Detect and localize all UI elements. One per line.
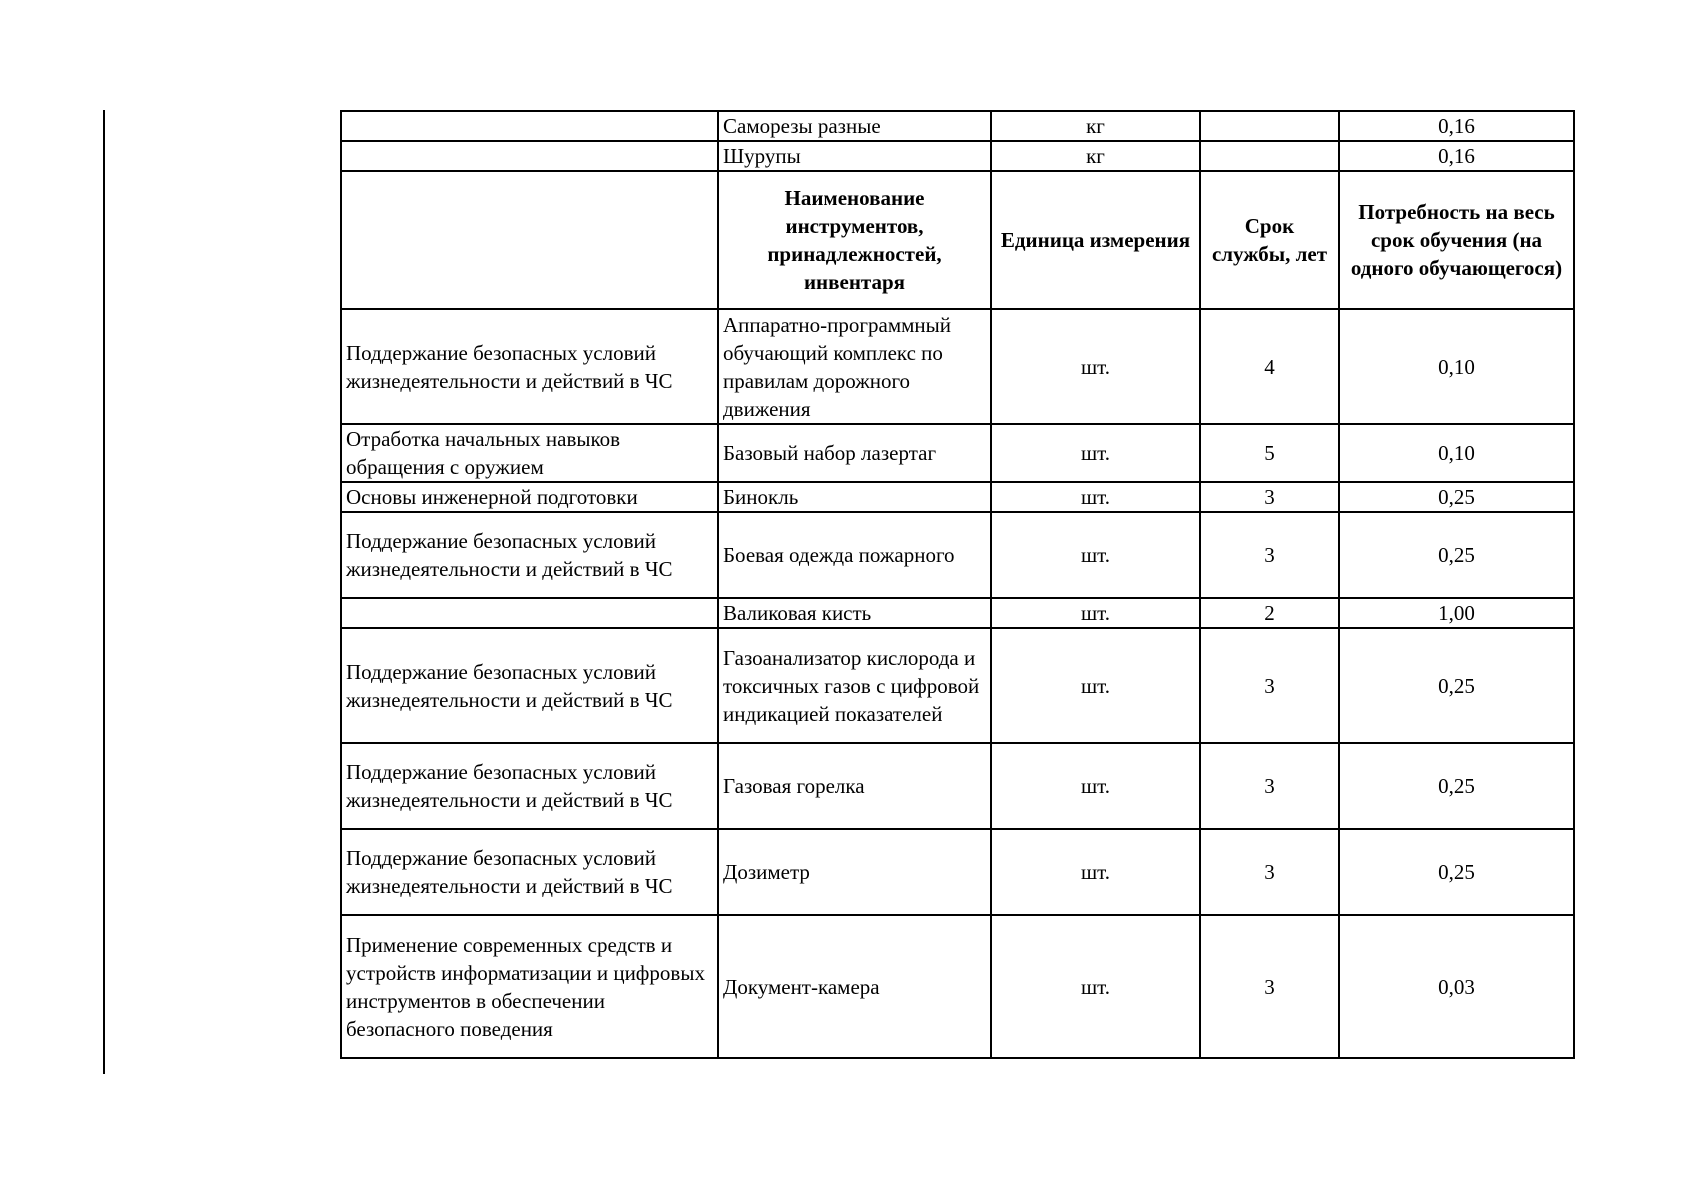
life-cell — [1200, 111, 1339, 141]
need-cell: 0,25 — [1339, 512, 1574, 598]
section-cell — [341, 111, 718, 141]
unit-cell: шт. — [991, 512, 1200, 598]
section-cell: Поддержание безопасных условий жизнедеятельности и действий в ЧС — [341, 743, 718, 829]
unit-cell: шт. — [991, 829, 1200, 915]
life-cell: 2 — [1200, 598, 1339, 628]
unit-cell: шт. — [991, 482, 1200, 512]
section-cell: Отработка начальных навыков обращения с оружием — [341, 424, 718, 482]
header-need: Потребность на весь срок обучения (на одного обучающегося) — [1339, 171, 1574, 309]
section-cell: Поддержание безопасных условий жизнедеятельности и действий в ЧС — [341, 829, 718, 915]
unit-cell: шт. — [991, 598, 1200, 628]
need-cell: 0,16 — [1339, 141, 1574, 171]
unit-cell: шт. — [991, 309, 1200, 424]
need-cell: 0,25 — [1339, 743, 1574, 829]
section-cell: Поддержание безопасных условий жизнедеятельности и действий в ЧС — [341, 512, 718, 598]
unit-cell: шт. — [991, 743, 1200, 829]
section-cell: Применение современных средств и устройств информатизации и цифровых инструментов в обеспечении безопасного поведения — [341, 915, 718, 1058]
need-cell: 0,25 — [1339, 628, 1574, 743]
table-row — [341, 915, 1574, 1058]
life-cell: 5 — [1200, 424, 1339, 482]
need-cell: 0,25 — [1339, 482, 1574, 512]
item-name-cell: Бинокль — [718, 482, 991, 512]
item-name-cell: Документ-камера — [718, 915, 991, 1058]
section-cell — [341, 141, 718, 171]
item-name-cell: Саморезы разные — [718, 111, 991, 141]
unit-cell: шт. — [991, 628, 1200, 743]
table-row — [341, 309, 1574, 424]
page-margin-rule — [103, 110, 105, 1074]
table-row — [341, 598, 1574, 628]
life-cell: 3 — [1200, 512, 1339, 598]
table-row — [341, 829, 1574, 915]
need-cell: 0,25 — [1339, 829, 1574, 915]
life-cell: 4 — [1200, 309, 1339, 424]
table-row — [341, 482, 1574, 512]
table-row — [341, 111, 1574, 141]
section-cell — [341, 598, 718, 628]
header-empty-cell — [341, 171, 718, 309]
item-name-cell: Аппаратно-программный обучающий комплекс по правилам дорожного движения — [718, 309, 991, 424]
section-cell: Основы инженерной подготовки — [341, 482, 718, 512]
item-name-cell: Шурупы — [718, 141, 991, 171]
equipment-table — [340, 110, 1575, 1059]
table-row — [341, 743, 1574, 829]
unit-cell: шт. — [991, 915, 1200, 1058]
need-cell: 0,16 — [1339, 111, 1574, 141]
unit-cell: кг — [991, 111, 1200, 141]
item-name-cell: Боевая одежда пожарного — [718, 512, 991, 598]
need-cell: 1,00 — [1339, 598, 1574, 628]
section-cell: Поддержание безопасных условий жизнедеятельности и действий в ЧС — [341, 628, 718, 743]
life-cell: 3 — [1200, 628, 1339, 743]
need-cell: 0,10 — [1339, 424, 1574, 482]
item-name-cell: Газоанализатор кислорода и токсичных газов с цифровой индикацией показателей — [718, 628, 991, 743]
section-cell: Поддержание безопасных условий жизнедеятельности и действий в ЧС — [341, 309, 718, 424]
item-name-cell: Валиковая кисть — [718, 598, 991, 628]
life-cell: 3 — [1200, 743, 1339, 829]
life-cell: 3 — [1200, 482, 1339, 512]
table-header-row — [341, 171, 1574, 309]
header-life: Срок службы, лет — [1200, 171, 1339, 309]
item-name-cell: Базовый набор лазертаг — [718, 424, 991, 482]
header-unit: Единица измерения — [991, 171, 1200, 309]
life-cell: 3 — [1200, 829, 1339, 915]
unit-cell: шт. — [991, 424, 1200, 482]
life-cell: 3 — [1200, 915, 1339, 1058]
table-row — [341, 141, 1574, 171]
table-row — [341, 424, 1574, 482]
life-cell — [1200, 141, 1339, 171]
unit-cell: кг — [991, 141, 1200, 171]
table-row — [341, 512, 1574, 598]
need-cell: 0,10 — [1339, 309, 1574, 424]
header-name: Наименование инструментов, принадлежностей, инвентаря — [718, 171, 991, 309]
need-cell: 0,03 — [1339, 915, 1574, 1058]
item-name-cell: Газовая горелка — [718, 743, 991, 829]
table-row — [341, 628, 1574, 743]
item-name-cell: Дозиметр — [718, 829, 991, 915]
